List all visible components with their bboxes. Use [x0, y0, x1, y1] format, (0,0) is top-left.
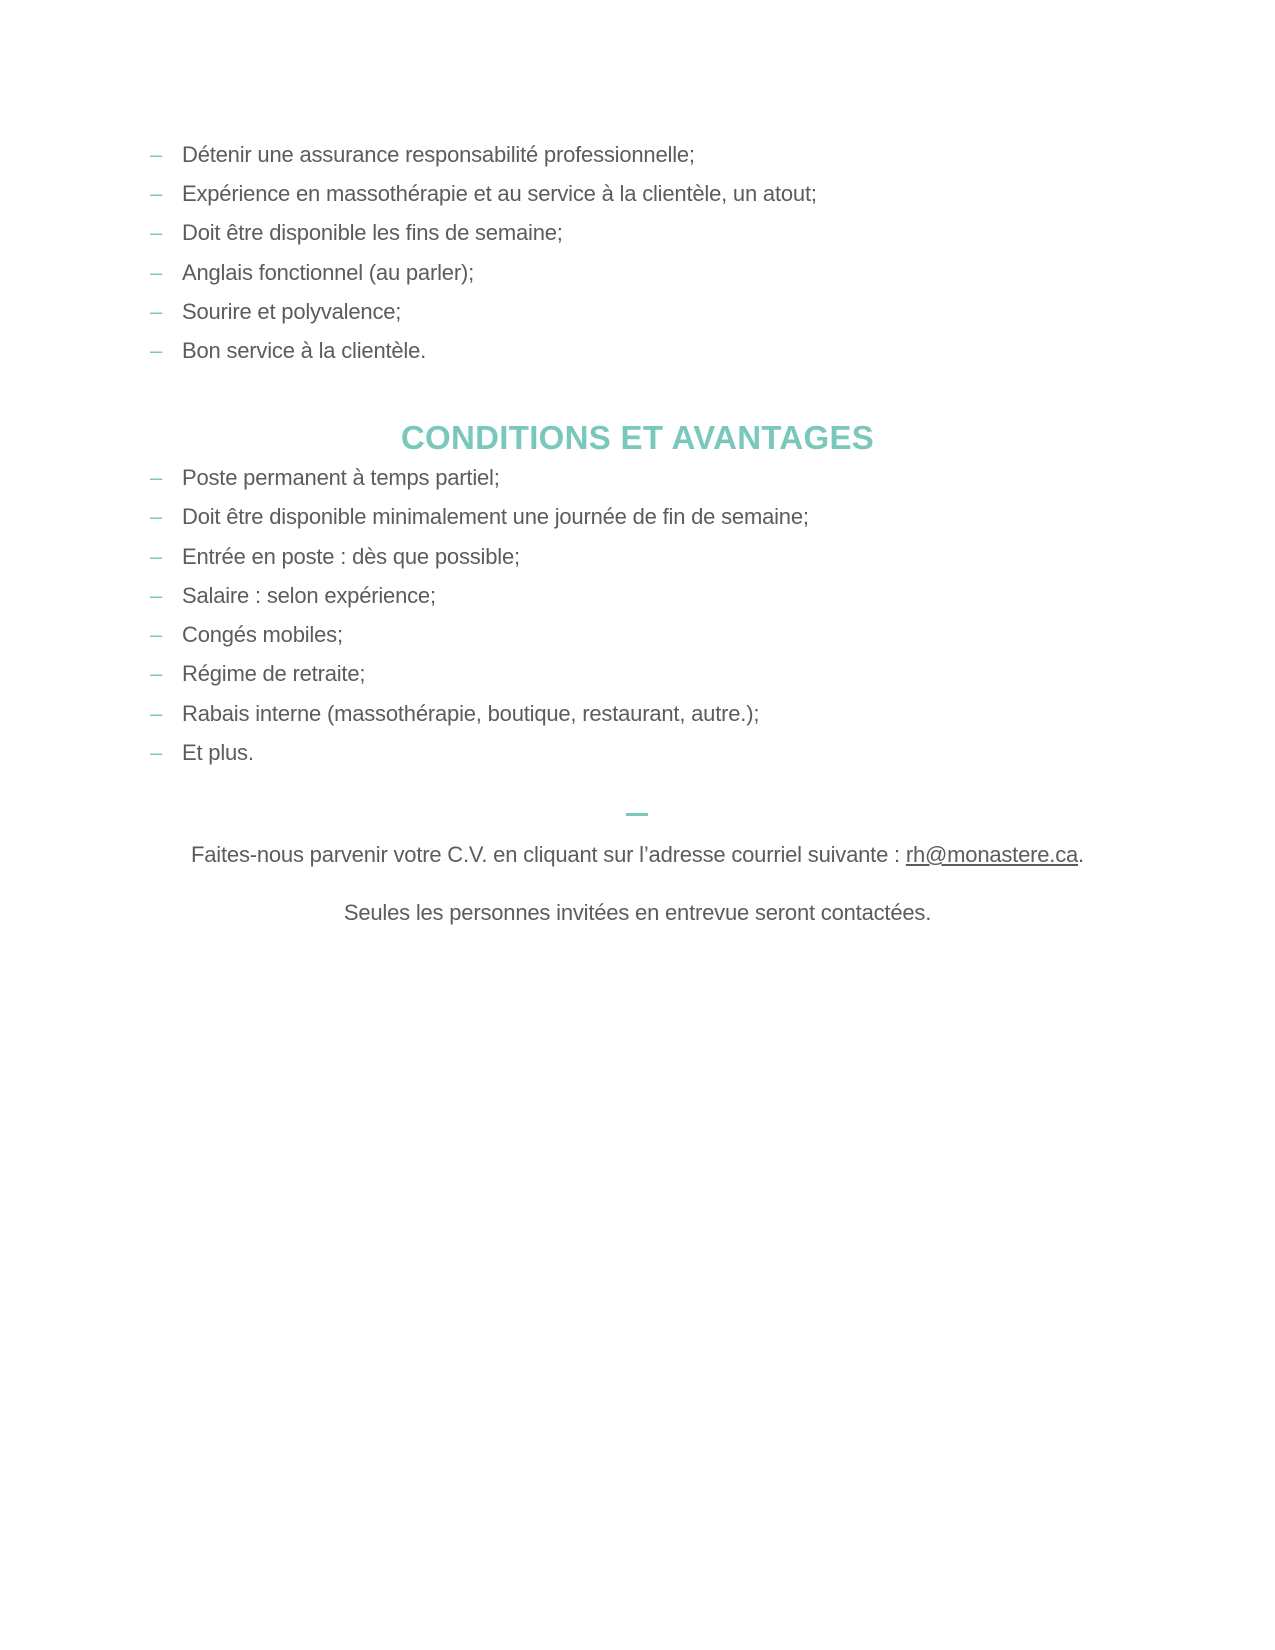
- contact-paragraph: [0, 842, 1275, 868]
- list-item-text: Expérience en massothérapie et au service à la clientèle, un atout;: [182, 181, 817, 207]
- list-item-text: Anglais fonctionnel (au parler);: [182, 259, 474, 285]
- list-item: [150, 504, 1050, 543]
- list-item-text: Poste permanent à temps partiel;: [182, 465, 500, 490]
- dash-bullet: –: [150, 337, 163, 363]
- contact-text: Faites-nous parvenir votre C.V. en cliquant sur l’adresse courriel suivante :: [191, 842, 906, 867]
- list-item: [150, 338, 1050, 377]
- list-item-text: Doit être disponible les fins de semaine;: [182, 220, 563, 246]
- list-item-text: Détenir une assurance responsabilité professionnelle;: [182, 142, 695, 167]
- section-title-conditions: CONDITIONS ET AVANTAGES: [400, 419, 875, 456]
- list-item-text: Doit être disponible minimalement une journée de fin de semaine;: [182, 504, 809, 530]
- list-item-text: Sourire et polyvalence;: [182, 298, 402, 324]
- dash-bullet: –: [150, 504, 163, 530]
- list-item: [150, 701, 1050, 740]
- interview-note: Seules les personnes invitées en entrevue seront contactées.: [343, 900, 932, 925]
- dash-bullet: –: [150, 700, 163, 726]
- list-item: [150, 465, 1050, 504]
- list-item-text: Et plus.: [182, 740, 254, 766]
- dash-bullet: –: [150, 259, 163, 285]
- dash-bullet: –: [150, 543, 163, 569]
- dash-bullet: –: [150, 622, 163, 648]
- list-item: [150, 299, 1050, 338]
- section-divider: [626, 813, 648, 816]
- dash-bullet: –: [150, 465, 163, 490]
- list-item-text: Entrée en poste : dès que possible;: [182, 543, 520, 569]
- list-item: [150, 142, 1050, 181]
- requirements-list: [150, 142, 1050, 377]
- dash-bullet: –: [150, 582, 163, 608]
- list-item-text: Salaire : selon expérience;: [182, 582, 436, 608]
- contact-period: .: [1078, 842, 1084, 867]
- list-item: [150, 181, 1050, 220]
- dash-bullet: –: [150, 142, 163, 167]
- dash-bullet: –: [150, 661, 163, 687]
- list-item: [150, 260, 1050, 299]
- email-link[interactable]: rh@monastere.ca: [905, 842, 1079, 867]
- list-item: [150, 544, 1050, 583]
- list-item: [150, 622, 1050, 661]
- list-item-text: Congés mobiles;: [182, 622, 343, 648]
- conditions-list: [150, 465, 1050, 779]
- list-item: [150, 220, 1050, 259]
- dash-bullet: –: [150, 220, 163, 246]
- list-item: [150, 583, 1050, 622]
- dash-bullet: –: [150, 740, 163, 766]
- list-item: [150, 661, 1050, 700]
- dash-bullet: –: [150, 181, 163, 207]
- list-item-text: Régime de retraite;: [182, 661, 366, 687]
- list-item: [150, 740, 1050, 779]
- dash-bullet: –: [150, 298, 163, 324]
- list-item-text: Bon service à la clientèle.: [182, 337, 427, 363]
- list-item-text: Rabais interne (massothérapie, boutique, restaurant, autre.);: [182, 700, 760, 726]
